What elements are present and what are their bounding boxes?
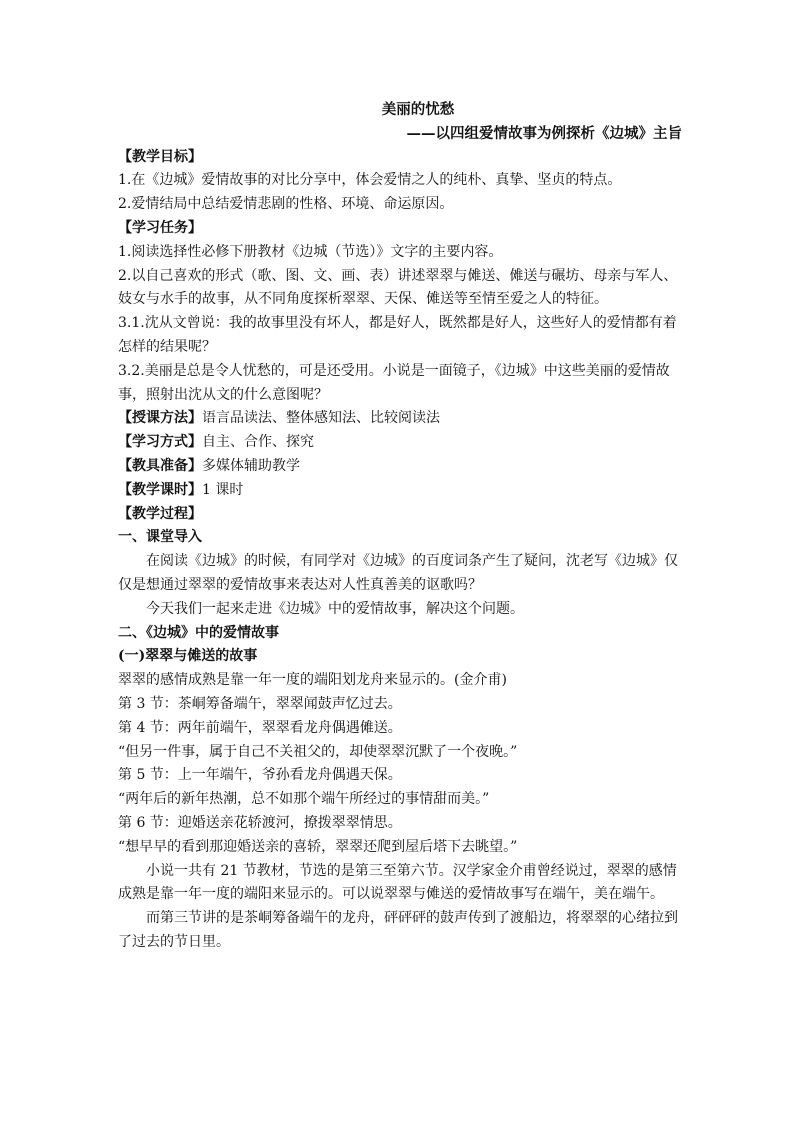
- study-row: [118, 431, 678, 455]
- goal-item: 2.爱情结局中总结爱情悲剧的性格、环境、命运原因。: [118, 196, 454, 213]
- hours-row: [118, 479, 678, 503]
- text-line: 第 5 节：上一年端午，爷孙看龙舟偶遇天保。: [118, 767, 402, 784]
- paragraph: 在阅读《边城》的时候，有同学对《边城》的百度词条产生了疑问，沈老写《边城》仅仅是想通过翠翠的爱情故事来表达对人性真善美的讴歌吗？: [118, 553, 678, 593]
- paragraph: 小说一共有 21 节教材，节选的是第三至第六节。汉学家金介甫曾经说过，翠翠的感情成熟是靠一年一度的端阳来显示的。可以说翠翠与傩送的爱情故事写在端午，美在端午。: [118, 862, 677, 903]
- text-line: 第 6 节：迎婚送亲花轿渡河，撩拨翠翠情思。: [118, 814, 402, 831]
- section1-heading: 一、课堂导入: [118, 529, 202, 546]
- tools-label: 【教具准备】: [118, 457, 202, 474]
- goal-item: 1.在《边城》爱情故事的对比分享中，体会爱情之人的纯朴、真挚、坚贞的特点。: [118, 172, 622, 189]
- subsection-heading: (一)翠翠与傩送的故事: [118, 648, 258, 665]
- method-label: 【授课方法】: [118, 410, 202, 427]
- tasks-heading: 【学习任务】: [118, 219, 202, 236]
- task-item: 1.阅读选择性必修下册教材《边城（节选）》文字的主要内容。: [118, 243, 503, 260]
- quote-line: “但另一件事，属于自己不关祖父的，却使翠翠沉默了一个夜晚。”: [118, 743, 518, 760]
- task-item: 3.1.沈从文曾说：我的故事里没有坏人，都是好人，既然都是好人，这些好人的爱情都有着怎样的结果呢？: [118, 315, 677, 355]
- study-value: 自主、合作、探究: [202, 434, 314, 451]
- task-item: 2.以自己喜欢的形式（歌、图、文、画、表）讲述翠翠与傩送、傩送与碾坊、母亲与军人、妓女与水手的故事，从不同角度探析翠翠、天保、傩送等至情至爱之人的特征。: [118, 267, 678, 308]
- section2-heading: 二、《边城》中的爱情故事: [118, 624, 279, 641]
- method-value: 语言品读法、整体感知法、比较阅读法: [202, 410, 440, 427]
- doc-title: 美丽的忧愁: [381, 101, 455, 118]
- goals-heading: 【教学目标】: [118, 148, 202, 165]
- paragraph: 而第三节讲的是茶峒筹备端午的龙舟，砰砰砰的鼓声传到了渡船边，将翠翠的心绪拉到了过去的节日里。: [118, 910, 678, 950]
- study-label: 【学习方式】: [118, 434, 202, 451]
- quote-line: “两年后的新年热潮，总不如那个端午所经过的事情甜而美。”: [118, 791, 490, 808]
- text-line: 翠翠的感情成熟是靠一年一度的端阳划龙舟来显示的。(金介甫): [118, 672, 507, 689]
- quote-line: “想早早的看到那迎婚送亲的喜轿，翠翠还爬到屋后塔下去眺望。”: [118, 838, 518, 855]
- text-line: 第 4 节：两年前端午，翠翠看龙舟偶遇傩送。: [118, 719, 402, 736]
- method-row: [118, 407, 678, 431]
- document-page: [118, 98, 682, 955]
- paragraph: 今天我们一起来走进《边城》中的爱情故事，解决这个问题。: [146, 600, 524, 617]
- text-line: 第 3 节：茶峒筹备端午，翠翠闻鼓声忆过去。: [118, 695, 402, 712]
- hours-label: 【教学课时】: [118, 481, 202, 498]
- tools-value: 多媒体辅助教学: [202, 457, 300, 474]
- tools-row: [118, 455, 678, 479]
- hours-value: 1 课时: [202, 481, 244, 498]
- process-heading: 【教学过程】: [118, 505, 202, 522]
- doc-subtitle: ——以四组爱情故事为例探析《边城》主旨: [406, 124, 682, 142]
- task-item: 3.2.美丽是总是令人忧愁的，可是还受用。小说是一面镜子，《边城》中这些美丽的爱情故事，照射出沈从文的什么意图呢？: [118, 362, 670, 403]
